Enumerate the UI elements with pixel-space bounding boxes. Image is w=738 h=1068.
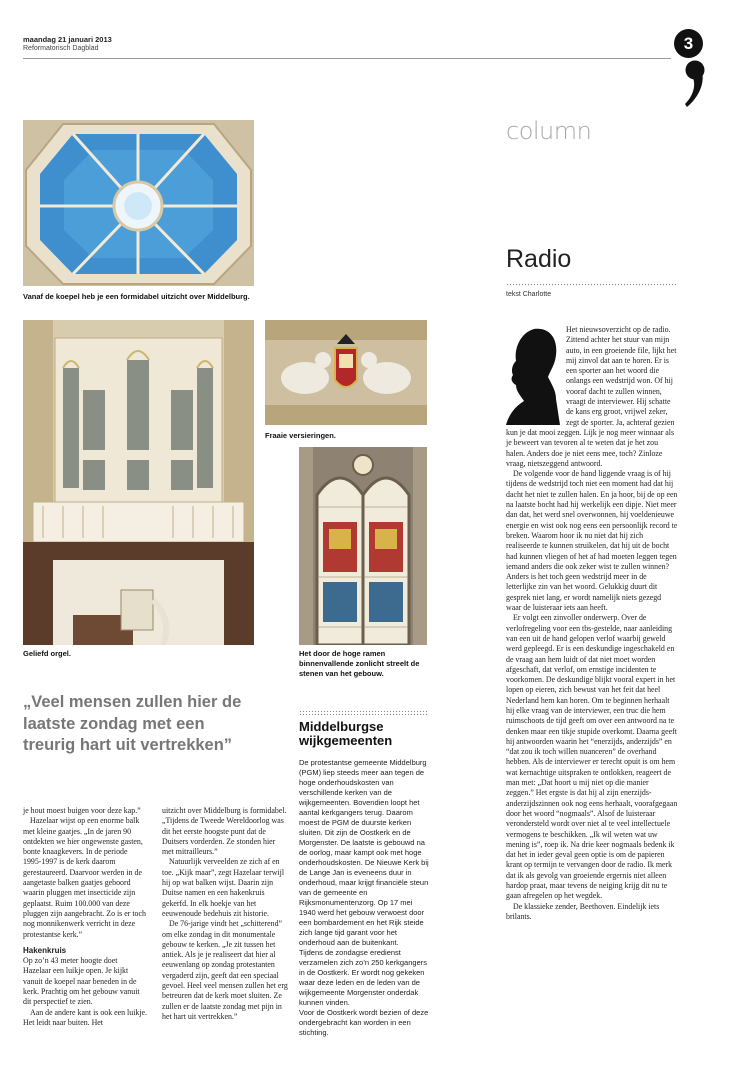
column-byline: tekst Charlotte xyxy=(506,291,552,298)
article-paragraph: Op zo’n 43 meter hoogte doet Hazelaar een luikje open. Je kijkt vanuit de koepel naar beneden in de kerk. Prachtig om het gebouw vanuit dit perspectief te zien. xyxy=(23,956,140,1007)
header-rule xyxy=(23,58,671,59)
sidebar-paragraph: De protestantse gemeente Middelburg (PGM) liep steeds meer aan tegen de hoge onderhoudskosten van verschillende kerken van de wijkgemeenten. Bovendien loopt het aantal kerkgangers terug. Daarom moest de PGM de duurste kerken sluiten. Dit zijn de Oostkerk en de Morgenster. De laatste is gebouwd na de oorlog, maar kampt ook met hoge onderhoudskosten. De Nieuwe Kerk bij de Lange Jan is eveneens duur in onderhoud, maar krijgt financiële steun van de gemeente en Rijksmonumentenzorg. Op 17 mei 1940 werd het gebouw verwoest door een bombardement en het Rijk steide zich lange tijd garant voor het onderhoud aan de buitenkant. xyxy=(299,758,429,947)
dome-photo xyxy=(23,120,254,286)
sidebar-title: Middelburgse wijkgemeenten xyxy=(299,719,393,748)
sidebar-divider xyxy=(299,710,427,715)
window-caption: Het door de hoge ramen binnenvallende zonlicht streelt de stenen van het gebouw. xyxy=(299,649,420,678)
ornaments-caption: Fraaie versieringen. xyxy=(265,431,336,440)
sidebar-paragraph: Voor de Oostkerk wordt bezien of deze ondergebracht kan worden in een stichting. xyxy=(299,1008,429,1037)
sidebar-body xyxy=(299,758,429,1038)
column-text xyxy=(506,325,678,922)
column-paragraph: Er volgt een zinvoller onderwerp. Over de verlofregeling voor een tbs-gestelde, naar aanleiding van een uit de hand gelopen verlof waarbij geweld werd gepleegd. Er is een deskundige ingeschakeld en de vraag aan hem luidt of dat niet moet worden afgeschaft, dat verlof, om ernstige incidenten te voorkomen. De deskundige blijkt vooral expert in het lopen op eieren, zich bewust van het feit dat heel Nederland hem kan horen. Om te beginnen herhaalt hij elke vraag van de interviewer, een truc die hem ruimschoots de tijd geeft om over een antwoord na te denken maar een tikje stupide overkomt. Daarna geeft hij antwoorden waarin het “enerzijds, anderzijds” en “dat zou ik toch willen nuanceren” de overhand hebben. Als de interviewer er terecht opuit is om hem wat kernachtige uitspraken te ontlokken, reageert de man met: „Dat hoort u mij niet op die manier zeggen.” Het ergste is dat hij al zijn enerzijds-anderzijdszinnen ook nog eens herhaalt, voorafgegaan door het woord “nogmaals”. Alsof de luisteraar verondersteld wordt over niet al te veel intellectuele vermogens te beschikken. „Ik wil weten wat uw mening is”, roep ik. Na drie keer nogmaals bedenk ik dat het in ieder geval geen optie is om de papieren krant op termijn te vervangen door de radio. Ik merk dat ik als gevolg van groeiende ergernis niet alleen hardop praat, maar tevens de neiging krijg dit nu te gaan afregelen op het wegdek. xyxy=(506,613,678,901)
column-divider xyxy=(506,283,678,287)
organ-photo xyxy=(23,320,254,645)
pull-quote: „Veel mensen zullen hier de laatste zondag met een treurig hart uit vertrekken” xyxy=(23,693,242,754)
page-number: 3 xyxy=(674,29,703,58)
column-title: Radio xyxy=(506,245,572,273)
article-paragraph: uitzicht over Middelburg is formidabel. „Tijdens de Tweede Wereldoorlog was dit het eerste hoogste punt dat de Duitsers vorderden. Ze stonden hier met mitrailleurs.” xyxy=(162,806,287,857)
author-silhouette-icon xyxy=(504,325,562,425)
comma-logo-icon xyxy=(684,60,706,108)
column-paragraph: De klassieke zender, Beethoven. Eindelijk iets brilants. xyxy=(506,901,660,921)
article-paragraph: Aan de andere kant is ook een luikje. Het leidt naar buiten. Het xyxy=(23,1007,148,1027)
article-paragraph: Natuurlijk verveelden ze zich af en toe. „Kijk maar”, zegt Hazelaar terwijl hij op wat balken wijst. Daarin zijn Duitse namen en een hakenkruis gekerfd. In elk hoekje van het eeuwenoude bedehuis zit historie. xyxy=(162,857,285,918)
dome-caption: Vanaf de koepel heb je een formidabel uitzicht over Middelburg. xyxy=(23,292,250,301)
article-paragraph: Hazelaar wijst op een enorme balk met kleine gaatjes. „In de jaren 90 ontdekten we hier ongewenste gasten, bonte knaagkevers. In de periode 1995-1997 is de kerk daarom gerestaureerd. Daarvoor werden in de aangetaste balken gaatjes geboord waarin pluggen met insecticide zijn geplaatst. Ruim 100.000 van deze pluggen zijn aangebracht. Zo is er toch nog monnikenwerk verricht in deze protestantse kerk.” xyxy=(23,816,146,939)
article-column-1 xyxy=(23,806,147,1028)
column-paragraph: Het nieuwsoverzicht op de radio. Zittend achter het stuur van mijn auto, in een groeiende file, lijkt het mij zinvol dat aan te horen. Er is een sporter aan het woord die onlangs een wedstrijd won. Of hij vooraf dacht te zullen winnen, vraagt de interviewer. Hij schatte de kans erg groot, vrijwel zeker, zegt de sporter. Ja, achteraf gezien kun je dat mooi zeggen. Lijk je nog meer winnaar als je beweert van tevoren al te weten dat je het zou halen. Anders doe je niet eens mee, toch? Zinloze vraag, nietszeggend antwoord. xyxy=(506,325,677,468)
column-label: column xyxy=(506,117,592,145)
column-paragraph: De volgende voor de hand liggende vraag is of hij tijdens de wedstrijd toch niet een moment had dat hij dacht het niet te zullen halen. En ja hoor, bij de op een na laatste bocht had hij werkelijk een dipje. Niet meer dan dat, het werd snel overwonnen, hij voeldenieuwe energie en wist ook nog eens een persoonlijk record te breken. Waarom hoor ik nu niet dat hij zich realiseerde te kunnen struikelen, dat hij uit de bocht had kunnen vliegen of het af had moeten leggen tegen iemand anders die ook zeker wist te zullen winnen? Anders is het toch geen wedstrijd meer in de letterlijke zin van het woord. Gelukkig duurt dit gesprek niet lang, er wordt namelijk niets gezegd waar de luisteraar iets aan heeft. xyxy=(506,469,678,613)
article-paragraph: De 76-jarige vindt het „schitterend” om elke zondag in dit monumentale gebouw te kerken. „Je zit tussen het antiek. Als je je realiseert dat hier al eeuwenlang op zondag protestanten vergaderd zijn, geeft dat een speciaal gevoel. Heel veel mensen zullen het erg betreuren dat de kerk moet sluiten. Ze zullen er de laatste zondag met pijn in het hart uit vertrekken.” xyxy=(162,919,288,1021)
article-paragraph: je hout moest buigen voor deze kap.” xyxy=(23,806,141,815)
issue-date: maandag 21 januari 2013 xyxy=(23,35,112,44)
sidebar-paragraph: Tijdens de zondagse eredienst verzamelen zich zo’n 250 kerkgangers in de Oostkerk. Er wordt nog gekeken waar deze leden en de leden van de wijkgemeente Morgenster onderdak kunnen vinden. xyxy=(299,948,427,1007)
ornaments-photo xyxy=(265,320,427,425)
window-photo xyxy=(299,447,427,645)
newspaper-name: Reformatorisch Dagblad xyxy=(23,45,99,52)
article-column-2 xyxy=(162,806,288,1022)
article-subhead: Hakenkruis xyxy=(23,945,67,955)
organ-caption: Geliefd orgel. xyxy=(23,649,71,658)
